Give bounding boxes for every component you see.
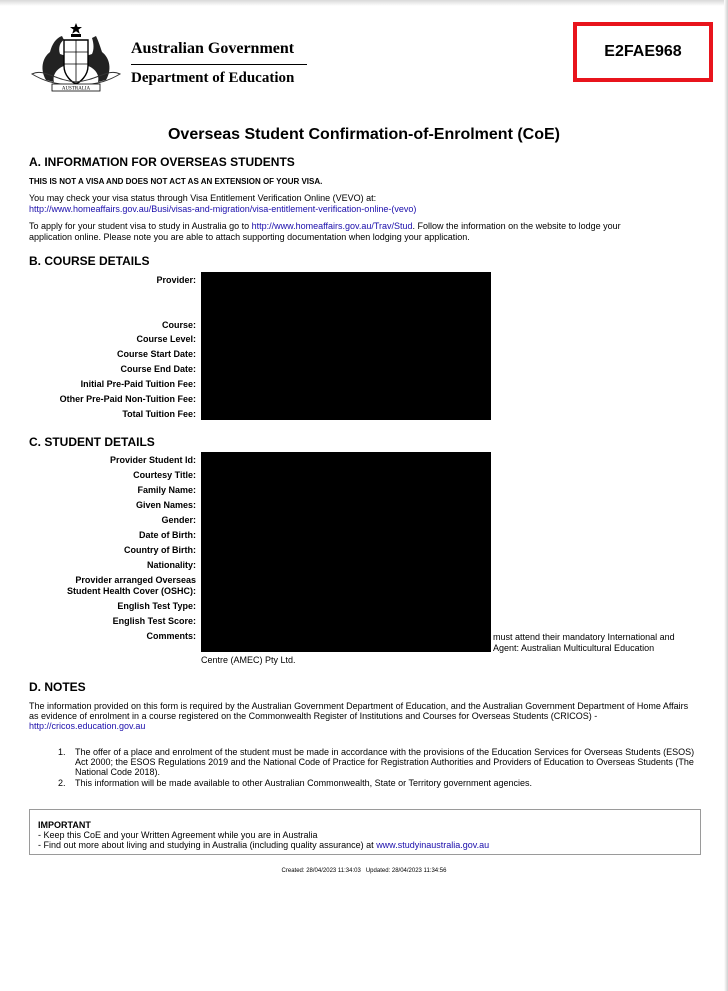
label-gender: Gender: bbox=[161, 515, 196, 525]
section-d-heading: D. NOTES bbox=[29, 680, 86, 694]
notes-list bbox=[58, 747, 698, 789]
header-divider bbox=[131, 64, 307, 65]
government-name: Australian Government bbox=[131, 40, 295, 57]
list-text: The offer of a place and enrolment of the student must be made in accordance with the provisions of the Education Services for Overseas Students (ESOS) Act 2000; the ESOS Regulations 2019 and the National Code of Practice for Registration Authorities and Providers of Education to Overseas Students (The National Code 2018). bbox=[75, 747, 695, 777]
redacted-student-details bbox=[201, 452, 491, 652]
label-course-end-date: Course End Date: bbox=[120, 364, 196, 374]
label-course: Course: bbox=[161, 320, 196, 330]
important-box bbox=[29, 809, 701, 855]
label-date-of-birth: Date of Birth: bbox=[139, 530, 196, 540]
list-text: This information will be made available to other Australian Commonwealth, State or Territory government agencies. bbox=[75, 778, 533, 788]
important-line-2: - Find out more about living and studying in Australia (including quality assurance) at bbox=[38, 840, 377, 850]
redacted-course-details bbox=[201, 272, 491, 420]
section-c-heading: C. STUDENT DETAILS bbox=[29, 435, 155, 449]
study-in-australia-link[interactable]: www.studyinaustralia.gov.au bbox=[376, 840, 490, 850]
section-b-heading: B. COURSE DETAILS bbox=[29, 254, 150, 268]
notes-list-item bbox=[58, 747, 698, 777]
label-english-test-score: English Test Score: bbox=[112, 616, 196, 626]
label-total-tuition-fee: Total Tuition Fee: bbox=[122, 409, 196, 419]
section-a-heading: A. INFORMATION FOR OVERSEAS STUDENTS bbox=[29, 155, 295, 169]
list-number: 1. bbox=[58, 747, 66, 757]
important-line-2-wrap bbox=[38, 840, 692, 850]
coat-of-arms-icon bbox=[30, 22, 122, 92]
label-given-names: Given Names: bbox=[135, 500, 196, 510]
vevo-link[interactable]: http://www.homeaffairs.gov.au/Busi/visas-and-migration/visa-entitlement-verification-online-(vevo) bbox=[29, 204, 417, 214]
svg-text:AUSTRALIA: AUSTRALIA bbox=[61, 86, 91, 92]
timestamp-footer bbox=[0, 868, 728, 874]
label-course-start-date: Course Start Date: bbox=[116, 349, 196, 359]
apply-paragraph bbox=[29, 221, 699, 232]
visa-warning: THIS IS NOT A VISA AND DOES NOT ACT AS AN EXTENSION OF YOUR VISA. bbox=[29, 177, 323, 186]
label-other-non-tuition-fee: Other Pre-Paid Non-Tuition Fee: bbox=[59, 394, 196, 404]
notes-text: The information provided on this form is required by the Australian Government Department of Education, and the Australian Government Department of Home Affairs as evidence of enrolment in a course registered on the Commonwealth Register of Institutions and Courses for Overseas Students (CRICOS) - bbox=[29, 701, 689, 721]
label-provider-student-id: Provider Student Id: bbox=[109, 455, 196, 465]
apply-link[interactable]: http://www.homeaffairs.gov.au/Trav/Stud bbox=[251, 221, 413, 231]
department-name: Department of Education bbox=[131, 70, 295, 86]
apply-text-2: . Follow the information on the website to lodge your bbox=[412, 221, 621, 231]
label-initial-tuition-fee: Initial Pre-Paid Tuition Fee: bbox=[80, 379, 196, 389]
document-title: Overseas Student Confirmation-of-Enrolment (CoE) bbox=[167, 126, 561, 143]
label-country-of-birth: Country of Birth: bbox=[124, 545, 196, 555]
comments-text-1: must attend their mandatory International and bbox=[493, 632, 675, 642]
list-number: 2. bbox=[58, 778, 66, 788]
page-top-shadow bbox=[0, 0, 728, 6]
label-provider: Provider: bbox=[156, 275, 196, 285]
label-oshc-line-2: Student Health Cover (OSHC): bbox=[66, 586, 196, 596]
label-nationality: Nationality: bbox=[146, 560, 196, 570]
apply-text-3: application online. Please note you are able to attach supporting documentation when lodging your application. bbox=[29, 232, 470, 242]
label-family-name: Family Name: bbox=[137, 485, 196, 495]
comments-text-3: Centre (AMEC) Pty Ltd. bbox=[201, 655, 296, 665]
apply-text-1: To apply for your student visa to study in Australia go to bbox=[29, 221, 252, 231]
label-courtesy-title: Courtesy Title: bbox=[133, 470, 196, 480]
vevo-text: You may check your visa status through Visa Entitlement Verification Online (VEVO) at: bbox=[29, 193, 377, 203]
updated-timestamp: Updated: 28/04/2023 11:34:56 bbox=[365, 868, 447, 874]
reference-code-box bbox=[573, 22, 713, 82]
important-line-1: - Keep this CoE and your Written Agreement while you are in Australia bbox=[38, 830, 318, 840]
label-comments: Comments: bbox=[146, 631, 196, 641]
comments-text-2: Agent: Australian Multicultural Education bbox=[493, 643, 655, 653]
created-timestamp: Created: 28/04/2023 11:34:03 bbox=[281, 868, 361, 874]
cricos-link[interactable]: http://cricos.education.gov.au bbox=[29, 721, 146, 731]
label-english-test-type: English Test Type: bbox=[117, 601, 196, 611]
page-right-edge bbox=[724, 0, 728, 991]
notes-list-item bbox=[58, 778, 698, 788]
label-oshc-line-1: Provider arranged Overseas bbox=[75, 575, 196, 585]
label-course-level: Course Level: bbox=[136, 334, 196, 344]
notes-paragraph bbox=[29, 701, 694, 731]
important-heading: IMPORTANT bbox=[38, 820, 91, 830]
reference-code: E2FAE968 bbox=[604, 43, 682, 60]
